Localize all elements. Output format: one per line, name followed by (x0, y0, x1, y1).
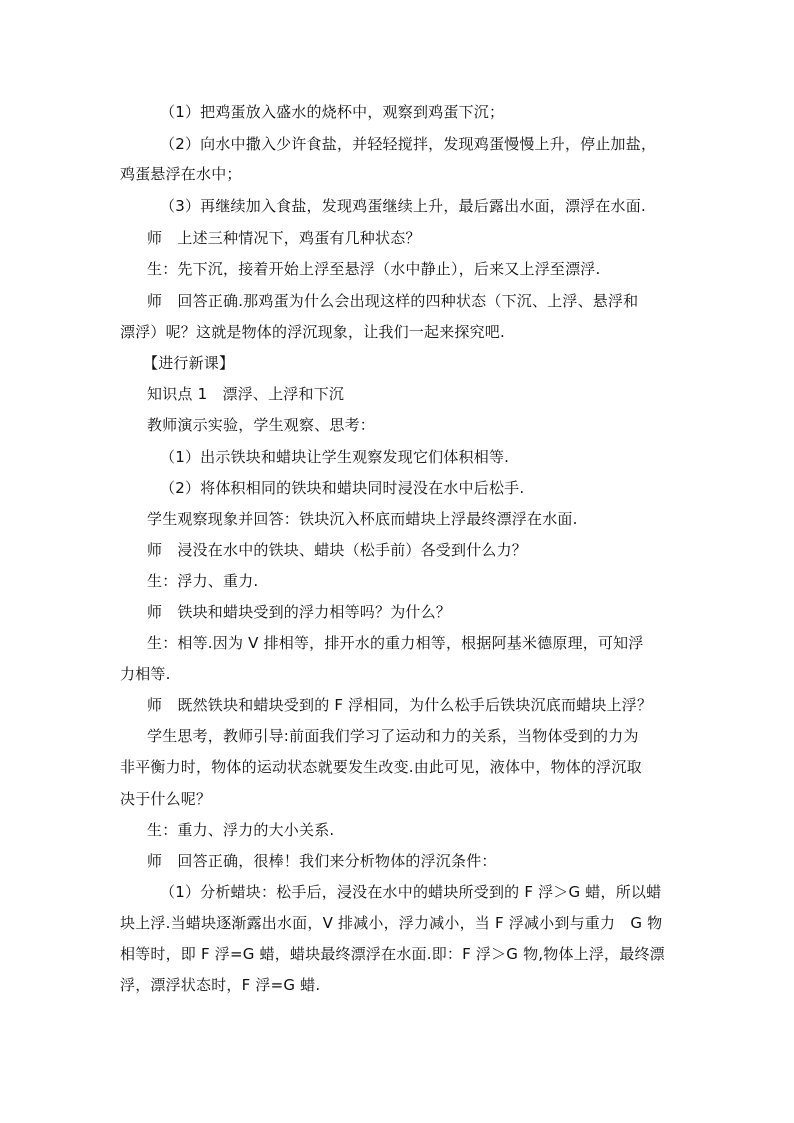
text-line: （3）再继续加入食盐，发现鸡蛋继续上升，最后露出水面，漂浮在水面. (160, 197, 646, 215)
text-line: 浮，漂浮状态时，F 浮=G 蜡. (120, 976, 321, 994)
text-line: 学生思考，教师引导:前面我们学习了运动和力的关系，当物体受到的力为 (147, 727, 639, 745)
text-line: 生：浮力、重力. (147, 572, 259, 590)
text-line: （1）分析蜡块：松手后，浸没在水中的蜡块所受到的 F 浮＞G 蜡，所以蜡 (160, 883, 662, 901)
text-line: 鸡蛋悬浮在水中； (120, 165, 242, 183)
text-line: 非平衡力时，物体的运动状态就要发生改变.由此可见，液体中，物体的浮沉取 (120, 758, 642, 776)
text-line: 教师演示实验，学生观察、思考： (147, 416, 376, 434)
text-line: 生：先下沉，接着开始上浮至悬浮（水中静止），后来又上浮至漂浮. (147, 260, 601, 278)
text-line: （2）向水中撒入少许食盐，并轻轻搅拌，发现鸡蛋慢慢上升，停止加盐， (160, 135, 657, 153)
text-line: 生：相等.因为 V 排相等，排开水的重力相等，根据阿基米德原理，可知浮 (147, 634, 644, 652)
text-line: 决于什么呢？ (120, 790, 212, 808)
text-line: 师 浸没在水中的铁块、蜡块（松手前）各受到什么力？ (147, 541, 528, 559)
text-line: （1）出示铁块和蜡块让学生观察发现它们体积相等. (160, 448, 510, 466)
text-line: 师 铁块和蜡块受到的浮力相等吗？为什么？ (147, 603, 452, 621)
section-heading: 【进行新课】 (143, 354, 235, 372)
text-line: 生：重力、浮力的大小关系. (147, 821, 335, 839)
text-line: 块上浮.当蜡块逐渐露出水面，V 排减小，浮力减小，当 F 浮减小到与重力 G 物 (120, 914, 663, 932)
text-line: 相等时，即 F 浮=G 蜡，蜡块最终漂浮在水面.即：F 浮＞G 物,物体上浮，最终漂 (120, 945, 665, 963)
text-line: 漂浮）呢？这就是物体的浮沉现象，让我们一起来探究吧. (120, 323, 505, 341)
text-line: 学生观察现象并回答：铁块沉入杯底而蜡块上浮最终漂浮在水面. (147, 510, 578, 528)
text-line: （2）将体积相同的铁块和蜡块同时浸没在水中后松手. (160, 479, 525, 497)
knowledge-point-heading: 知识点 1 漂浮、上浮和下沉 (147, 385, 345, 403)
text-line: 师 既然铁块和蜡块受到的 F 浮相同，为什么松手后铁块沉底而蜡块上浮？ (147, 696, 653, 714)
text-line: 师 回答正确，很棒！我们来分析物体的浮沉条件： (147, 852, 497, 870)
text-line: 师 回答正确.那鸡蛋为什么会出现这样的四种状态（下沉、上浮、悬浮和 (147, 292, 639, 310)
text-line: 力相等. (120, 665, 171, 683)
text-line: 师 上述三种情况下，鸡蛋有几种状态？ (147, 229, 421, 247)
text-line: （1）把鸡蛋放入盛水的烧杯中，观察到鸡蛋下沉； (160, 103, 505, 121)
